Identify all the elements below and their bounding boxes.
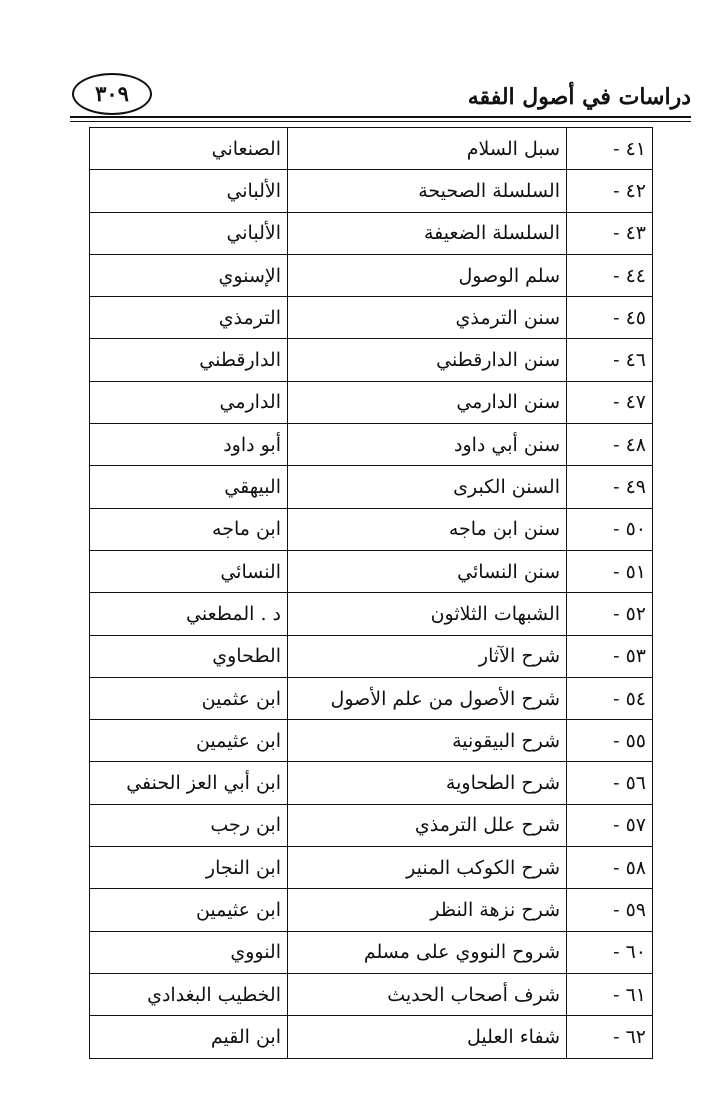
row-number: ٤٢ -	[567, 170, 653, 212]
row-number: ٦٠ -	[567, 931, 653, 973]
author-cell: الترمذي	[90, 297, 288, 339]
book-title-cell: سنن الدارمي	[288, 381, 567, 423]
author-cell: الألباني	[90, 212, 288, 254]
author-cell: ابن ماجه	[90, 508, 288, 550]
author-cell: ابن عثيمين	[90, 889, 288, 931]
book-title-cell: سبل السلام	[288, 128, 567, 170]
row-number: ٤٨ -	[567, 424, 653, 466]
row-number: ٥٧ -	[567, 804, 653, 846]
table-row	[90, 254, 653, 296]
row-number: ٥٦ -	[567, 762, 653, 804]
author-cell: الدارقطني	[90, 339, 288, 381]
table-row	[90, 847, 653, 889]
author-cell: الخطيب البغدادي	[90, 973, 288, 1015]
book-title-cell: السنن الكبرى	[288, 466, 567, 508]
book-title-cell: شروح النووي على مسلم	[288, 931, 567, 973]
page-number: ٣٠٩	[72, 73, 152, 115]
author-cell: الألباني	[90, 170, 288, 212]
row-number: ٦١ -	[567, 973, 653, 1015]
row-number: ٥٣ -	[567, 635, 653, 677]
book-title-cell: سنن النسائي	[288, 550, 567, 592]
row-number: ٥٩ -	[567, 889, 653, 931]
row-number: ٥٠ -	[567, 508, 653, 550]
row-number: ٤٧ -	[567, 381, 653, 423]
author-cell: الصنعاني	[90, 128, 288, 170]
book-title-cell: شرح نزهة النظر	[288, 889, 567, 931]
row-number: ٤٩ -	[567, 466, 653, 508]
table-row	[90, 170, 653, 212]
table-row	[90, 381, 653, 423]
author-cell: الطحاوي	[90, 635, 288, 677]
author-cell: ابن القيم	[90, 1016, 288, 1058]
book-title-cell: شرف أصحاب الحديث	[288, 973, 567, 1015]
book-title-cell: السلسلة الضعيفة	[288, 212, 567, 254]
row-number: ٤١ -	[567, 128, 653, 170]
author-cell: النووي	[90, 931, 288, 973]
book-title-cell: شرح البيقونية	[288, 720, 567, 762]
table-row	[90, 1016, 653, 1058]
book-title-cell: شرح الآثار	[288, 635, 567, 677]
table-row	[90, 339, 653, 381]
author-cell: ابن أبي العز الحنفي	[90, 762, 288, 804]
book-title-cell: سنن الترمذي	[288, 297, 567, 339]
author-cell: ابن النجار	[90, 847, 288, 889]
table-row	[90, 128, 653, 170]
book-title-cell: شرح الأصول من علم الأصول	[288, 677, 567, 719]
header-rule	[70, 116, 691, 118]
table-row	[90, 889, 653, 931]
book-title-cell: سنن الدارقطني	[288, 339, 567, 381]
references-table	[89, 127, 653, 1059]
table-row	[90, 762, 653, 804]
table-row	[90, 508, 653, 550]
table-row	[90, 677, 653, 719]
table-row	[90, 804, 653, 846]
table-row	[90, 424, 653, 466]
author-cell: ابن عثيمين	[90, 720, 288, 762]
book-title-cell: شرح الكوكب المنير	[288, 847, 567, 889]
book-title-cell: سلم الوصول	[288, 254, 567, 296]
table-row	[90, 931, 653, 973]
author-cell: النسائي	[90, 550, 288, 592]
author-cell: الدارمي	[90, 381, 288, 423]
table-row	[90, 466, 653, 508]
row-number: ٥١ -	[567, 550, 653, 592]
book-title: دراسات في أصول الفقه	[467, 84, 691, 110]
table-row	[90, 593, 653, 635]
page-header	[0, 70, 725, 126]
table-row	[90, 212, 653, 254]
row-number: ٥٤ -	[567, 677, 653, 719]
row-number: ٤٥ -	[567, 297, 653, 339]
row-number: ٥٢ -	[567, 593, 653, 635]
book-title-cell: سنن ابن ماجه	[288, 508, 567, 550]
table-row	[90, 550, 653, 592]
author-cell: أبو داود	[90, 424, 288, 466]
book-title-cell: الشبهات الثلاثون	[288, 593, 567, 635]
book-title-cell: سنن أبي داود	[288, 424, 567, 466]
row-number: ٤٣ -	[567, 212, 653, 254]
book-title-cell: شرح الطحاوية	[288, 762, 567, 804]
row-number: ٦٢ -	[567, 1016, 653, 1058]
author-cell: ابن رجب	[90, 804, 288, 846]
table-row	[90, 297, 653, 339]
book-title-cell: السلسلة الصحيحة	[288, 170, 567, 212]
row-number: ٥٨ -	[567, 847, 653, 889]
header-rule-thin	[70, 121, 691, 122]
book-title-cell: شفاء العليل	[288, 1016, 567, 1058]
row-number: ٤٤ -	[567, 254, 653, 296]
book-title-cell: شرح علل الترمذي	[288, 804, 567, 846]
author-cell: البيهقي	[90, 466, 288, 508]
row-number: ٤٦ -	[567, 339, 653, 381]
row-number: ٥٥ -	[567, 720, 653, 762]
author-cell: د . المطعني	[90, 593, 288, 635]
table-row	[90, 720, 653, 762]
table-row	[90, 973, 653, 1015]
author-cell: الإسنوي	[90, 254, 288, 296]
author-cell: ابن عثمين	[90, 677, 288, 719]
table-row	[90, 635, 653, 677]
